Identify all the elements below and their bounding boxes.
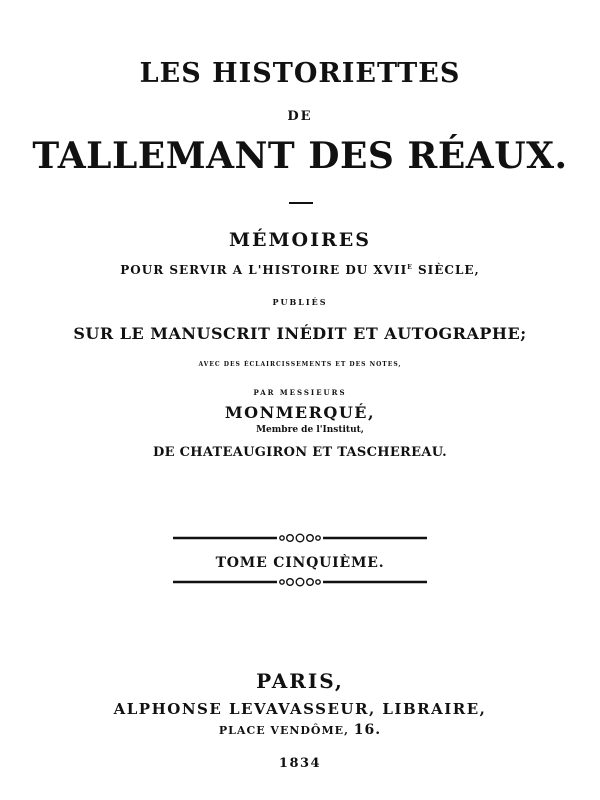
by-line: PAR MESSIEURS xyxy=(253,388,347,397)
purpose-text: POUR SERVIR A L'HISTOIRE DU XVII xyxy=(120,263,408,277)
purpose-text-end: SIÈCLE, xyxy=(412,263,480,277)
address-text: PLACE VENDÔME, xyxy=(218,724,354,737)
title-de: DE xyxy=(287,109,313,124)
purpose-line xyxy=(0,262,600,276)
imprint-address xyxy=(0,723,600,737)
ornamental-rule-top xyxy=(173,532,427,544)
imprint-year: 1834 xyxy=(278,756,322,771)
title-line-1: LES HISTORIETTES xyxy=(139,58,461,89)
ornamental-rule-bottom xyxy=(173,576,427,588)
short-rule xyxy=(289,202,313,204)
title-line-2: TALLEMANT DES RÉAUX. xyxy=(32,135,568,177)
purpose-superscript: e xyxy=(407,261,413,271)
subtitle: MÉMOIRES xyxy=(229,229,371,251)
published-line: PUBLIÉS xyxy=(272,297,328,307)
editors-others: DE CHATEAUGIRON ET TASCHEREAU. xyxy=(153,445,447,460)
editor-affiliation: Membre de l'Institut, xyxy=(256,425,364,435)
imprint-city: PARIS, xyxy=(256,669,344,693)
editor-main: MONMERQUÉ, xyxy=(224,403,376,422)
manuscript-line: SUR LE MANUSCRIT INÉDIT ET AUTOGRAPHE; xyxy=(73,324,527,343)
address-number: 16. xyxy=(353,722,382,738)
imprint-publisher: ALPHONSE LEVAVASSEUR, LIBRAIRE, xyxy=(113,700,487,718)
volume-label: TOME CINQUIÈME. xyxy=(215,555,385,571)
notes-line: AVEC DES ÉCLAIRCISSEMENTS ET DES NOTES, xyxy=(198,361,402,368)
